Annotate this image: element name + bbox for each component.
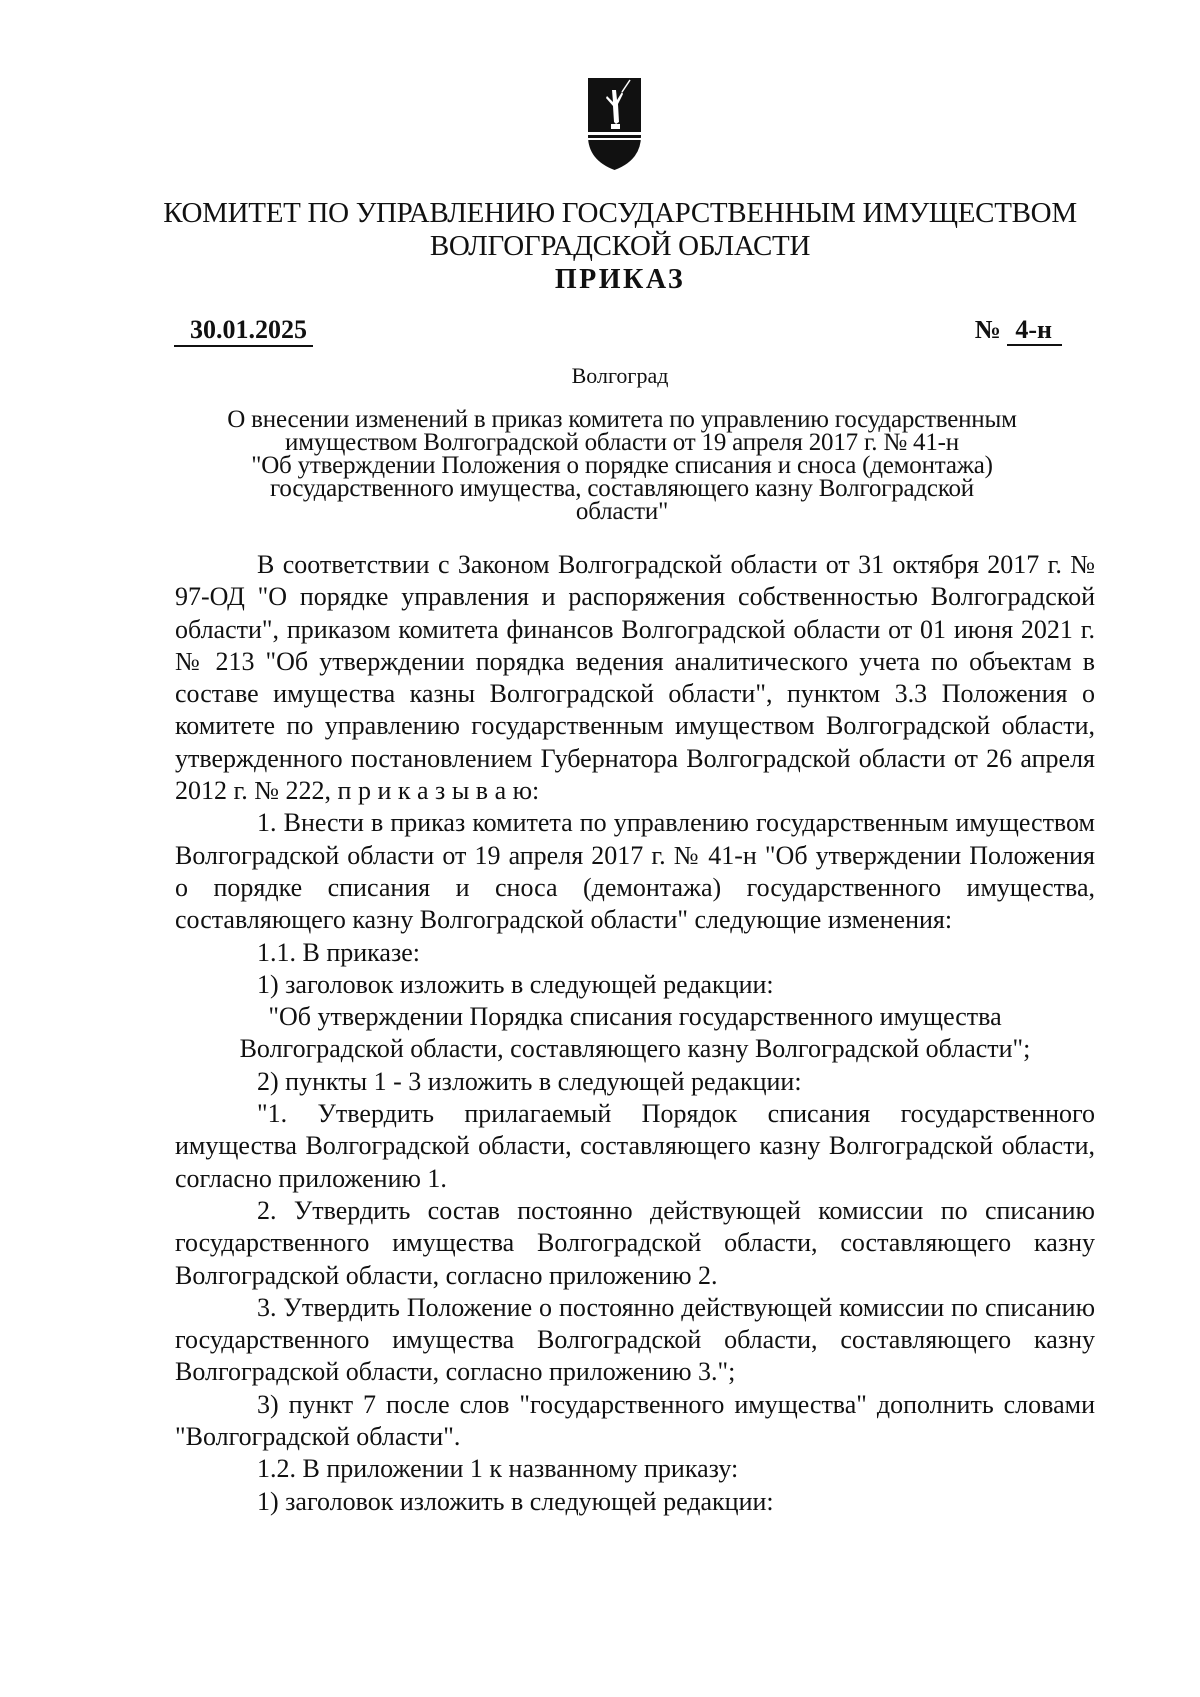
- organization-name-line-1: КОМИТЕТ ПО УПРАВЛЕНИЮ ГОСУДАРСТВЕННЫМ ИМУЩЕСТВОМ: [163, 197, 1077, 229]
- document-number: 4-н: [1007, 315, 1062, 346]
- clause-paragraph: 2. Утвердить состав постоянно действующей комиссии по списанию государственного имущества Волгоградской области, составляющего казну Волгоградской области, согласно приложению 2.: [175, 1195, 1095, 1290]
- clause-paragraph: "1. Утвердить прилагаемый Порядок списания государственного имущества Волгоградской области, составляющего казну Волгоградской области, согласно приложению 1.: [175, 1099, 1095, 1193]
- document-type: ПРИКАЗ: [554, 264, 686, 295]
- preamble-text: В соответствии с Законом Волгоградской области от 31 октября 2017 г. № 97-ОД "О порядке управления и распоряжения собственностью Волгоградской области", приказом комитета финансов Волгоградской области от 01 июня 2021 г. № 213 "Об утверждении порядка ведения аналитического учета по объектам в составе имущества казны Волгоградской области", пунктом 3.3 Положения о комитете по управлению государственным имуществом Волгоградской области, утвержденного постановлением Губернатора Волгоградской области от 26 апреля 2012 г. № 222,: [175, 550, 1095, 806]
- city-name: Волгоград: [571, 363, 669, 388]
- document-number-block: [975, 314, 1062, 345]
- clause-paragraph: 3) пункт 7 после слов "государственного имущества" дополнить словами "Волгоградской области".: [175, 1389, 1095, 1452]
- clause-paragraph: 1) заголовок изложить в следующей редакции:: [257, 1486, 774, 1516]
- clause-paragraph: 1. Внести в приказ комитета по управлению государственным имуществом Волгоградской области от 19 апреля 2017 г. № 41-н "Об утверждении Положения о порядке списания и сноса (демонтажа) государственного имущества, составляющего казну Волгоградской области" следующие изменения:: [175, 808, 1095, 935]
- organization-name-line-2: ВОЛГОГРАДСКОЙ ОБЛАСТИ: [429, 230, 811, 262]
- order-word: п р и к а з ы в а ю:: [337, 776, 540, 806]
- order-title: [160, 408, 1084, 523]
- number-sign: №: [974, 315, 1001, 344]
- clause-paragraph: 1.2. В приложении 1 к названному приказу:: [257, 1454, 739, 1484]
- title-line: "Об утверждении Положения о порядке списания и сноса (демонтажа): [251, 452, 993, 479]
- volgograd-coat-of-arms-emblem: [586, 76, 643, 172]
- title-line: имуществом Волгоградской области от 19 апреля 2017 г. № 41-н: [285, 429, 959, 456]
- clause-paragraph: 1.1. В приказе:: [257, 937, 420, 967]
- title-line: области": [575, 498, 669, 525]
- document-date: 30.01.2025: [174, 314, 313, 347]
- title-line: О внесении изменений в приказ комитета по управлению государственным: [227, 406, 1017, 433]
- quoted-title-line: Волгоградской области, составляющего казну Волгоградской области";: [239, 1034, 1031, 1064]
- clause-paragraph: 2) пункты 1 - 3 изложить в следующей редакции:: [257, 1066, 802, 1096]
- clause-paragraph: 3. Утвердить Положение о постоянно действующей комиссии по списанию государственного имущества Волгоградской области, составляющего казну Волгоградской области, согласно приложению 3.";: [175, 1292, 1095, 1387]
- title-line: государственного имущества, составляющего казну Волгоградской: [270, 475, 974, 502]
- preamble-paragraph: [175, 549, 1095, 807]
- clause-paragraph: 1) заголовок изложить в следующей редакции:: [257, 969, 774, 999]
- quoted-title-line: "Об утверждении Порядка списания государственного имущества: [268, 1002, 1002, 1032]
- order-body: [175, 549, 1095, 1518]
